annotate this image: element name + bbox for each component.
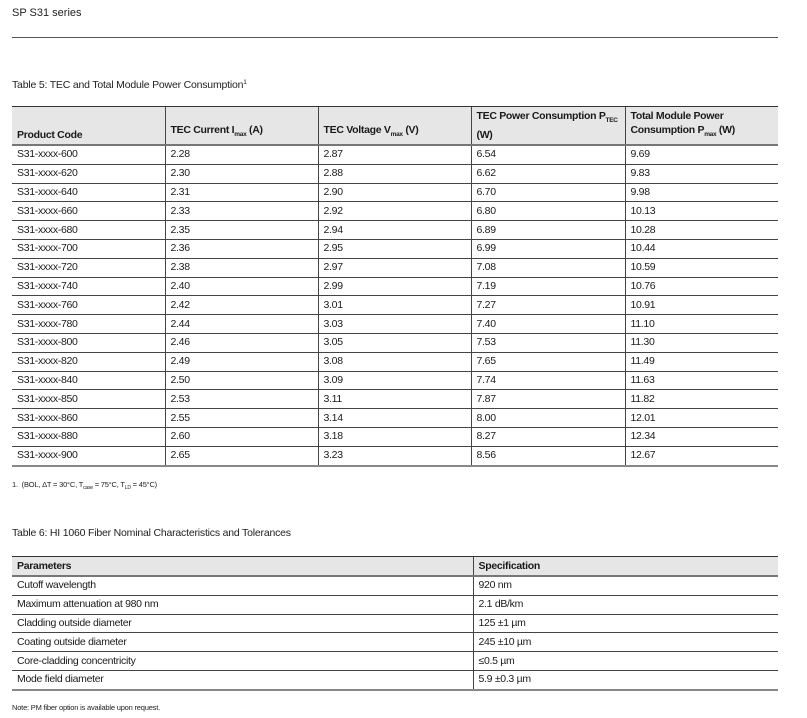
cell-tec-current: 2.36 xyxy=(165,239,318,258)
header-text: TEC Voltage V xyxy=(323,124,391,136)
cell-tec-current: 2.49 xyxy=(165,352,318,371)
cell-tec-power: 8.56 xyxy=(471,446,625,465)
table-row xyxy=(12,145,778,164)
table-row xyxy=(12,333,778,352)
cell-specification: 245 ±10 µm xyxy=(473,633,778,652)
cell-parameter: Maximum attenuation at 980 nm xyxy=(12,595,473,614)
col-header-specification: Specification xyxy=(473,557,778,577)
cell-tec-power: 7.27 xyxy=(471,296,625,315)
cell-total-power: 12.67 xyxy=(625,446,778,465)
cell-total-power: 12.01 xyxy=(625,409,778,428)
table5-caption-text: Table 5: TEC and Total Module Power Consumption xyxy=(12,79,244,91)
running-head: SP S31 series xyxy=(12,7,82,19)
cell-tec-current: 2.40 xyxy=(165,277,318,296)
cell-tec-current: 2.30 xyxy=(165,164,318,183)
cell-tec-voltage: 3.08 xyxy=(318,352,471,371)
cell-tec-current: 2.50 xyxy=(165,371,318,390)
cell-tec-power: 6.80 xyxy=(471,202,625,221)
cell-tec-voltage: 3.23 xyxy=(318,446,471,465)
cell-specification: 920 nm xyxy=(473,576,778,595)
cell-parameter: Cutoff wavelength xyxy=(12,576,473,595)
cell-tec-voltage: 3.09 xyxy=(318,371,471,390)
table-row xyxy=(12,409,778,428)
table-row xyxy=(12,352,778,371)
cell-specification: 5.9 ±0.3 µm xyxy=(473,670,778,689)
table5-caption xyxy=(12,79,247,91)
table-row xyxy=(12,576,778,595)
cell-total-power: 11.82 xyxy=(625,390,778,409)
cell-tec-voltage: 3.03 xyxy=(318,315,471,334)
cell-total-power: 10.28 xyxy=(625,221,778,240)
footnote-text: = 45°C) xyxy=(130,480,157,489)
cell-product-code: S31-xxxx-800 xyxy=(12,333,165,352)
header-text: TEC Current I xyxy=(170,124,235,136)
cell-tec-current: 2.53 xyxy=(165,390,318,409)
table-row xyxy=(12,670,778,689)
table-row xyxy=(12,614,778,633)
footnote-text: = 75°C, T xyxy=(92,480,125,489)
table-row xyxy=(12,595,778,614)
cell-product-code: S31-xxxx-700 xyxy=(12,239,165,258)
header-rule xyxy=(12,37,778,38)
cell-parameter: Coating outside diameter xyxy=(12,633,473,652)
cell-tec-current: 2.55 xyxy=(165,409,318,428)
footnote-sub-case: case xyxy=(83,485,93,491)
cell-tec-power: 7.08 xyxy=(471,258,625,277)
cell-total-power: 11.49 xyxy=(625,352,778,371)
cell-tec-current: 2.38 xyxy=(165,258,318,277)
cell-total-power: 9.83 xyxy=(625,164,778,183)
table-row xyxy=(12,258,778,277)
table-row xyxy=(12,296,778,315)
col-header-tec-voltage xyxy=(318,107,471,146)
cell-tec-power: 6.62 xyxy=(471,164,625,183)
table-row xyxy=(12,315,778,334)
cell-total-power: 10.13 xyxy=(625,202,778,221)
fiber-note: Note: PM fiber option is available upon request. xyxy=(12,703,160,712)
cell-tec-voltage: 2.94 xyxy=(318,221,471,240)
header-unit: (A) xyxy=(246,124,263,136)
cell-product-code: S31-xxxx-900 xyxy=(12,446,165,465)
cell-product-code: S31-xxxx-680 xyxy=(12,221,165,240)
col-header-product-code xyxy=(12,107,165,146)
cell-product-code: S31-xxxx-740 xyxy=(12,277,165,296)
cell-total-power: 12.34 xyxy=(625,427,778,446)
cell-tec-current: 2.28 xyxy=(165,145,318,164)
table6-caption: Table 6: HI 1060 Fiber Nominal Characteristics and Tolerances xyxy=(12,527,291,539)
cell-product-code: S31-xxxx-640 xyxy=(12,183,165,202)
header-unit: (W) xyxy=(476,129,493,141)
cell-tec-power: 8.27 xyxy=(471,427,625,446)
cell-tec-voltage: 2.99 xyxy=(318,277,471,296)
cell-product-code: S31-xxxx-720 xyxy=(12,258,165,277)
cell-tec-voltage: 2.87 xyxy=(318,145,471,164)
table-row xyxy=(12,277,778,296)
cell-product-code: S31-xxxx-660 xyxy=(12,202,165,221)
cell-tec-voltage: 2.88 xyxy=(318,164,471,183)
cell-tec-voltage: 2.97 xyxy=(318,258,471,277)
cell-tec-power: 7.74 xyxy=(471,371,625,390)
cell-tec-power: 7.87 xyxy=(471,390,625,409)
col-header-parameters: Parameters xyxy=(12,557,473,577)
cell-tec-current: 2.33 xyxy=(165,202,318,221)
table-row xyxy=(12,446,778,465)
cell-parameter: Cladding outside diameter xyxy=(12,614,473,633)
cell-total-power: 11.10 xyxy=(625,315,778,334)
col-header-total-power xyxy=(625,107,778,146)
table-row xyxy=(12,183,778,202)
cell-tec-voltage: 3.14 xyxy=(318,409,471,428)
cell-tec-current: 2.35 xyxy=(165,221,318,240)
cell-product-code: S31-xxxx-620 xyxy=(12,164,165,183)
header-text: Total Module Power Consumption P xyxy=(630,110,724,136)
cell-tec-power: 6.89 xyxy=(471,221,625,240)
table5-footnote xyxy=(12,480,157,491)
table-row xyxy=(12,239,778,258)
cell-tec-voltage: 2.95 xyxy=(318,239,471,258)
cell-tec-power: 7.53 xyxy=(471,333,625,352)
cell-product-code: S31-xxxx-780 xyxy=(12,315,165,334)
cell-tec-voltage: 3.01 xyxy=(318,296,471,315)
cell-tec-power: 8.00 xyxy=(471,409,625,428)
footnote-sub-ld: LD xyxy=(124,485,131,491)
header-subscript: max xyxy=(390,131,403,138)
cell-tec-voltage: 3.05 xyxy=(318,333,471,352)
table5-power-consumption xyxy=(12,106,778,467)
cell-tec-current: 2.44 xyxy=(165,315,318,334)
cell-tec-current: 2.60 xyxy=(165,427,318,446)
table-row xyxy=(12,221,778,240)
cell-product-code: S31-xxxx-600 xyxy=(12,145,165,164)
cell-product-code: S31-xxxx-860 xyxy=(12,409,165,428)
cell-tec-voltage: 3.18 xyxy=(318,427,471,446)
cell-tec-power: 7.65 xyxy=(471,352,625,371)
table-row xyxy=(12,427,778,446)
cell-total-power: 10.76 xyxy=(625,277,778,296)
col-header-tec-current xyxy=(165,107,318,146)
header-text: TEC Power Consumption P xyxy=(476,110,606,122)
cell-total-power: 10.91 xyxy=(625,296,778,315)
cell-product-code: S31-xxxx-850 xyxy=(12,390,165,409)
header-text: Product Code xyxy=(17,129,83,141)
cell-tec-power: 7.19 xyxy=(471,277,625,296)
header-subscript: max xyxy=(234,131,247,138)
cell-tec-power: 7.40 xyxy=(471,315,625,334)
cell-tec-voltage: 3.11 xyxy=(318,390,471,409)
table-row xyxy=(12,202,778,221)
table6-fiber-characteristics xyxy=(12,556,778,691)
table-row xyxy=(12,390,778,409)
cell-parameter: Core-cladding concentricity xyxy=(12,652,473,671)
cell-total-power: 11.30 xyxy=(625,333,778,352)
cell-total-power: 9.98 xyxy=(625,183,778,202)
cell-product-code: S31-xxxx-880 xyxy=(12,427,165,446)
header-subscript: TEC xyxy=(605,117,618,124)
cell-tec-current: 2.31 xyxy=(165,183,318,202)
cell-specification: 125 ±1 µm xyxy=(473,614,778,633)
footnote-number: 1. xyxy=(12,480,18,489)
table-row xyxy=(12,633,778,652)
table6-header-row xyxy=(12,557,778,577)
cell-tec-power: 6.99 xyxy=(471,239,625,258)
col-header-tec-power xyxy=(471,107,625,146)
table-row xyxy=(12,371,778,390)
cell-product-code: S31-xxxx-820 xyxy=(12,352,165,371)
cell-total-power: 10.44 xyxy=(625,239,778,258)
cell-tec-voltage: 2.90 xyxy=(318,183,471,202)
cell-product-code: S31-xxxx-760 xyxy=(12,296,165,315)
cell-tec-power: 6.70 xyxy=(471,183,625,202)
header-unit: (W) xyxy=(716,124,735,136)
cell-tec-current: 2.42 xyxy=(165,296,318,315)
footnote-text: (BOL, ΔT = 30°C, T xyxy=(21,480,84,489)
cell-product-code: S31-xxxx-840 xyxy=(12,371,165,390)
footnote-ref: 1 xyxy=(243,79,247,86)
cell-total-power: 10.59 xyxy=(625,258,778,277)
cell-total-power: 9.69 xyxy=(625,145,778,164)
cell-tec-voltage: 2.92 xyxy=(318,202,471,221)
header-unit: (V) xyxy=(402,124,419,136)
cell-specification: 2.1 dB/km xyxy=(473,595,778,614)
cell-specification: ≤0.5 µm xyxy=(473,652,778,671)
cell-parameter: Mode field diameter xyxy=(12,670,473,689)
cell-tec-power: 6.54 xyxy=(471,145,625,164)
cell-tec-current: 2.65 xyxy=(165,446,318,465)
header-subscript: max xyxy=(704,131,717,138)
table-row xyxy=(12,652,778,671)
cell-tec-current: 2.46 xyxy=(165,333,318,352)
table-row xyxy=(12,164,778,183)
table5-header-row xyxy=(12,107,778,146)
cell-total-power: 11.63 xyxy=(625,371,778,390)
